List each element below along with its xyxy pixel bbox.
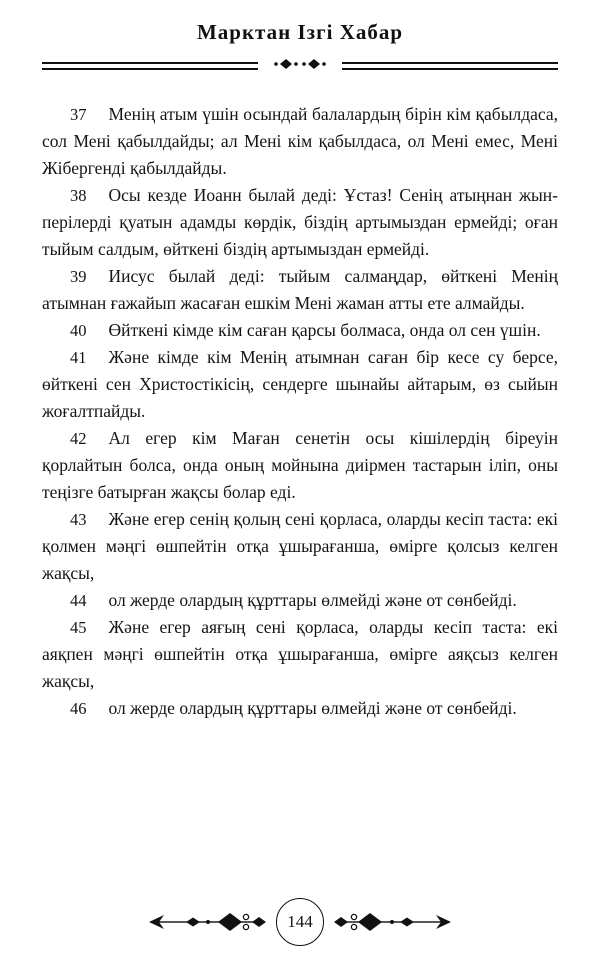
verse xyxy=(42,263,558,317)
page-header xyxy=(0,0,600,75)
page-number-circle xyxy=(276,898,324,946)
verse-text: Және егер сенің қолың сені қорласа, оларды кесіп таста: екі қолмен мәңгі өшпейтін отқа ұшырағанша, өмірге қолсыз келген жақсы, xyxy=(42,509,558,583)
verse-text: Менің атым үшін осындай балалардың бірін кім қабылдаса, сол Мені қабылдайды; ал Мені кім қабылдаса, ол Мені емес, Мені Жібергенді қабылдайды. xyxy=(42,104,558,178)
header-rule xyxy=(42,57,558,75)
verse-number: 46 xyxy=(70,699,87,718)
verse-text: Және егер аяғың сені қорласа, оларды кесіп таста: екі аяқпен мәңгі өшпейтін отқа ұшырағанша, өмірге аяқсыз келген жақсы, xyxy=(42,617,558,691)
verse-text: Ал егер кім Маған сенетін осы кішілердің біреуін қорлайтын болса, онда оның мойнына диірмен тастарын іліп, оны теңізге батырған жақсы болар еді. xyxy=(42,428,558,502)
verse-number: 44 xyxy=(70,591,87,610)
verse xyxy=(42,344,558,425)
verse-number: 37 xyxy=(70,105,87,124)
verse-number: 40 xyxy=(70,321,87,340)
verse-number: 38 xyxy=(70,186,87,205)
scripture-text xyxy=(42,101,558,722)
verse xyxy=(42,182,558,263)
verse-number: 45 xyxy=(70,618,87,637)
verse xyxy=(42,317,558,344)
verse-text: Және кімде кім Менің атымнан саған бір кесе су берсе, өйткені сен Христостікісің, сендерге шынайы айтарым, өз сыйын жоғалтпайды. xyxy=(42,347,558,421)
verse-number: 43 xyxy=(70,510,87,529)
footer-flourish-left-icon xyxy=(148,909,268,935)
verse-text: Осы кезде Иоанн былай деді: Ұстаз! Сенің атыңнан жын-перілерді қуатын адамды көрдік, біздің артымыздан ермейді; оған тыйым салдым, өйткені біздің артымыздан ермейді. xyxy=(42,185,558,259)
verse-text: ол жерде олардың құрттары өлмейді және от сөнбейді. xyxy=(108,698,517,718)
page-number: 144 xyxy=(287,912,313,931)
footer-flourish-right-icon xyxy=(332,909,452,935)
verse-text: Өйткені кімде кім саған қарсы болмаса, онда ол сен үшін. xyxy=(108,320,541,340)
verse-text: Иисус былай деді: тыйым салмаңдар, өйткені Менің атымнан ғажайып жасаған ешкім Мені жаман атты ете алмайды. xyxy=(42,266,558,313)
verse-number: 42 xyxy=(70,429,87,448)
verse xyxy=(42,425,558,506)
verse xyxy=(42,101,558,182)
verse-number: 41 xyxy=(70,348,87,367)
verse xyxy=(42,506,558,587)
verse xyxy=(42,587,558,614)
verse xyxy=(42,614,558,695)
page-footer xyxy=(0,898,600,946)
floral-ornament-icon xyxy=(258,55,342,73)
verse-text: ол жерде олардың құрттары өлмейді және от сөнбейді. xyxy=(108,590,517,610)
verse xyxy=(42,695,558,722)
page-title: Марктан Ізгі Хабар xyxy=(196,20,404,44)
verse-number: 39 xyxy=(70,267,87,286)
